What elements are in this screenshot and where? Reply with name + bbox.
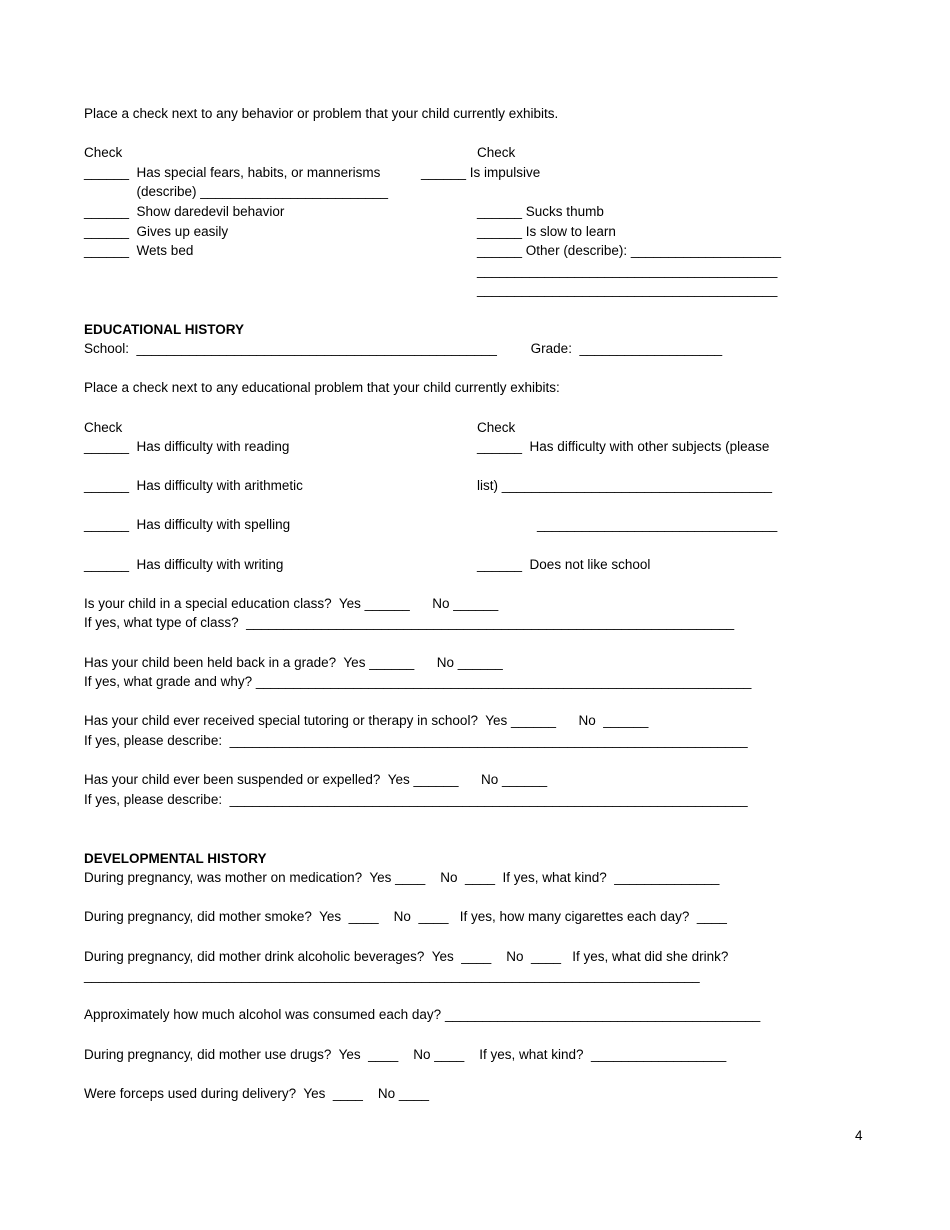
behavior-item-gives-up-easily: ______ Gives up easily: [84, 223, 229, 239]
education-other-subjects-list-blank: list) ____________________________________: [477, 478, 773, 494]
educational-history-title: EDUCATIONAL HISTORY: [84, 321, 245, 337]
question-mother-drugs: During pregnancy, did mother use drugs? Yes ____ No ____ If yes, what kind? __________________: [84, 1046, 727, 1062]
education-row: [84, 437, 800, 457]
behavior-row: [84, 182, 800, 202]
education-item-other-subjects: ______ Has difficulty with other subjects (please: [477, 439, 770, 455]
behavior-item-is-impulsive: ______ Is impulsive: [421, 164, 541, 180]
developmental-history-title: DEVELOPMENTAL HISTORY: [84, 850, 267, 866]
education-other-subjects-blank-line: ________________________________: [537, 517, 778, 533]
education-check-header-left: Check: [84, 419, 123, 435]
education-row: [84, 515, 800, 535]
mother-drink-blank-line: __________________________________________________________________________________: [84, 968, 700, 984]
behavior-item-daredevil: ______ Show daredevil behavior: [84, 203, 285, 219]
question-special-tutoring: Has your child ever received special tutoring or therapy in school? Yes ______ No ______: [84, 713, 649, 729]
behavior-row: [84, 163, 800, 183]
question-mother-medication: During pregnancy, was mother on medication? Yes ____ No ____ If yes, what kind? ______________: [84, 870, 720, 886]
behavior-check-header-right: Check: [477, 145, 516, 161]
question-alcohol-amount: Approximately how much alcohol was consumed each day? __________________________________________: [84, 1007, 761, 1023]
education-check-headers: [84, 418, 800, 438]
behavior-row-spacer: [84, 280, 477, 300]
behavior-other-blank-line: ________________________________________: [477, 282, 778, 298]
form-content: [84, 104, 800, 1103]
behavior-row: [84, 222, 800, 242]
question-suspended-expelled: Has your child ever been suspended or expelled? Yes ______ No ______: [84, 772, 548, 788]
education-item-arithmetic: ______ Has difficulty with arithmetic: [84, 478, 303, 494]
page-number: 4: [855, 1128, 863, 1143]
education-item-does-not-like-school: ______ Does not like school: [477, 556, 651, 572]
behavior-row: [84, 241, 800, 261]
question-held-back-grade: Has your child been held back in a grade? Yes ______ No ______: [84, 654, 503, 670]
education-row: [84, 555, 800, 575]
education-item-writing: ______ Has difficulty with writing: [84, 556, 284, 572]
education-item-spelling: ______ Has difficulty with spelling: [84, 517, 291, 533]
question-mother-smoke: During pregnancy, did mother smoke? Yes ____ No ____ If yes, how many cigarettes each day? ____: [84, 909, 727, 925]
followup-suspended-describe: If yes, please describe: _____________________________________________________________________: [84, 791, 748, 807]
behavior-row-spacer: [84, 261, 477, 281]
education-intro: Place a check next to any educational problem that your child currently exhibits:: [84, 380, 560, 396]
question-forceps-delivery: Were forceps used during delivery? Yes ____ No ____: [84, 1085, 429, 1101]
behavior-item-special-fears: ______ Has special fears, habits, or mannerisms: [84, 164, 381, 180]
behavior-row: [84, 261, 800, 281]
behavior-item-slow-to-learn: ______ Is slow to learn: [477, 223, 616, 239]
education-check-header-right: Check: [477, 419, 516, 435]
school-grade-line: School: ________________________________________________ Grade: ___________________: [84, 341, 723, 357]
question-mother-drink: During pregnancy, did mother drink alcoholic beverages? Yes ____ No ____ If yes, what did she drink?: [84, 948, 729, 964]
question-special-education-class: Is your child in a special education class? Yes ______ No ______: [84, 595, 499, 611]
behavior-item-describe-blank: (describe) _________________________: [84, 184, 388, 200]
behavior-row: [84, 202, 800, 222]
behavior-check-header-left: Check: [84, 145, 123, 161]
behavior-row-spacer: [477, 182, 800, 202]
behavior-item-other-describe: ______ Other (describe): ____________________: [477, 243, 781, 259]
education-row: [84, 476, 800, 496]
behavior-item-sucks-thumb: ______ Sucks thumb: [477, 203, 604, 219]
behavior-other-blank-line: ________________________________________: [477, 262, 778, 278]
behavior-check-headers: [84, 143, 800, 163]
followup-tutoring-describe: If yes, please describe: _____________________________________________________________________: [84, 733, 748, 748]
followup-type-of-class: If yes, what type of class? _________________________________________________________________: [84, 615, 735, 631]
followup-grade-and-why: If yes, what grade and why? __________________________________________________________________: [84, 674, 752, 690]
behavior-intro: Place a check next to any behavior or problem that your child currently exhibits.: [84, 106, 559, 121]
education-item-reading: ______ Has difficulty with reading: [84, 439, 290, 455]
behavior-item-wets-bed: ______ Wets bed: [84, 243, 194, 259]
behavior-row: [84, 280, 800, 300]
